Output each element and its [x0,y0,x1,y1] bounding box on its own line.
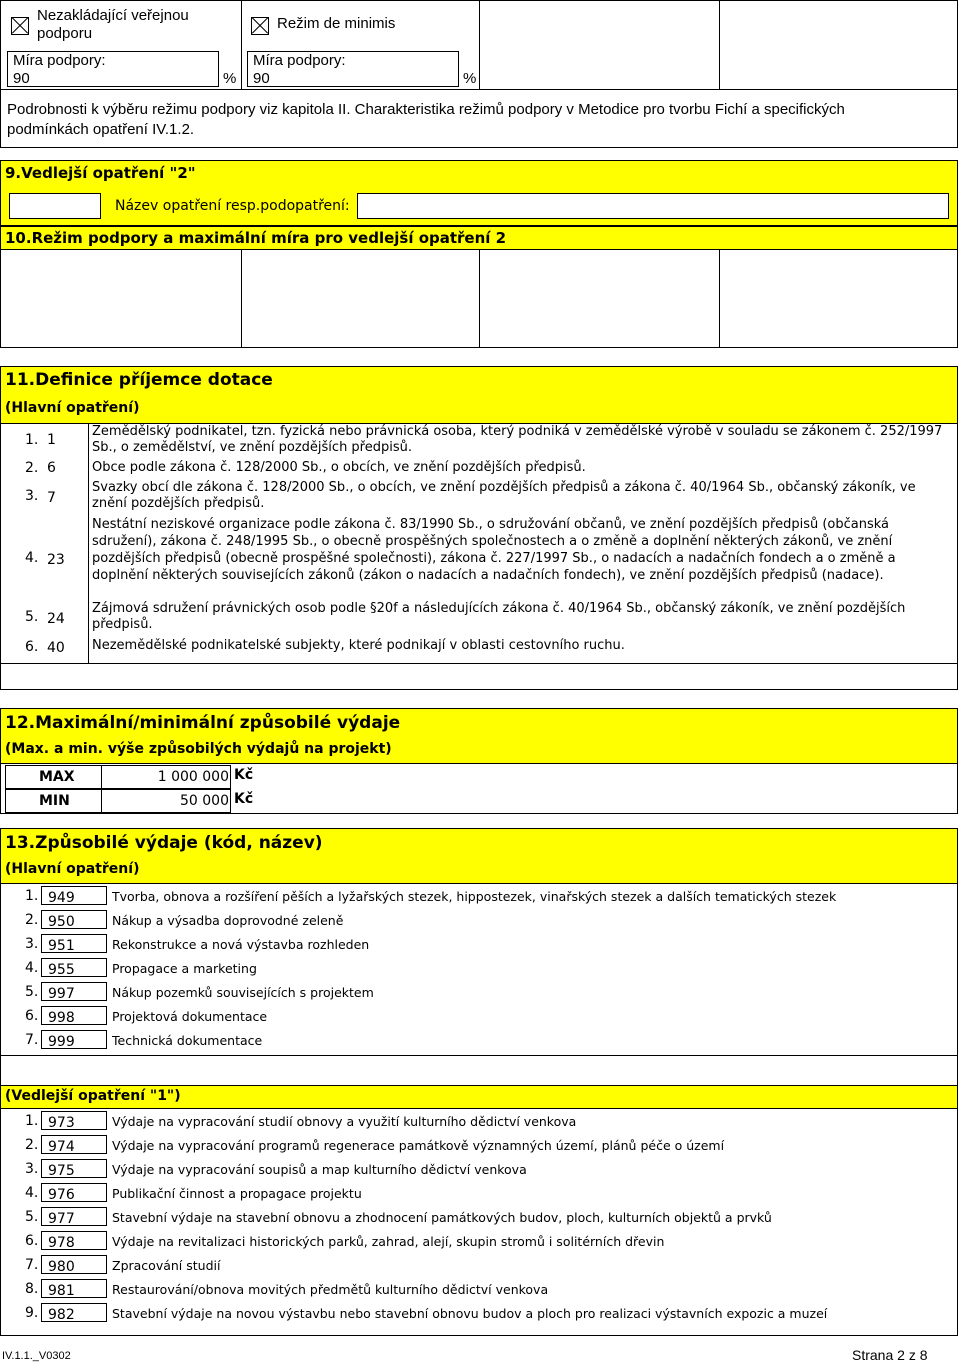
list-item [1,957,957,979]
row-code: 950 [48,914,75,930]
row-code: 975 [48,1163,75,1179]
section10-heading: 10.Režim podpory a maximální míra pro vedlejší opatření 2 [5,229,507,247]
list-item [1,1206,957,1228]
row-code: 980 [48,1259,75,1275]
list-item [1,460,957,478]
list-item [1,1254,957,1276]
row-code: 973 [48,1115,75,1131]
row-code: 999 [48,1034,75,1050]
section10 [0,226,958,348]
row-code: 978 [48,1235,75,1251]
row-text: Nákup a výsadba doprovodné zeleně [112,913,344,928]
non-public-label: Nezakládající veřejnou podporu [37,7,189,42]
row-code: 951 [48,938,75,954]
list-item [1,1278,957,1300]
row-text: Propagace a marketing [112,961,257,976]
section12-heading: 12.Maximální/minimální způsobilé výdaje [5,713,401,733]
row-number: 3. [25,936,39,952]
row-code: 40 [47,640,65,656]
list-item [1,601,957,635]
row-number: 6. [25,1233,39,1249]
list-item [1,1134,957,1156]
row-number: 1. [25,432,39,448]
row-text: Stavební výdaje na stavební obnovu a zhodnocení památkových budov, ploch, kulturních objektů a prvků [112,1210,772,1225]
row-text: Publikační činnost a propagace projektu [112,1186,362,1201]
row-number: 6. [25,639,39,655]
list-item [1,885,957,907]
list-item [1,516,957,600]
row-text: Restaurování/obnova movitých předmětů kulturního dědictví venkova [112,1282,549,1297]
row-text: Tvorba, obnova a rozšíření pěších a lyžařských stezek, hippostezek, vinařských stezek a dalších tematických stezek [112,889,837,904]
row-code: 981 [48,1283,75,1299]
de-minimis-rate-label: Míra podpory: [253,52,346,69]
row-number: 5. [25,984,39,1000]
max-value: 1 000 000 [157,769,229,785]
row-text: Zájmová sdružení právnických osob podle §20f a následujících zákona č. 40/1964 Sb., občanský zákoník, ve znění pozdějších předpisů. [92,601,906,632]
row-text: Stavební výdaje na novou výstavbu nebo stavební obnovu budov a ploch pro realizaci výstavních expozic a muzeí [112,1306,828,1321]
row-text: Výdaje na revitalizaci historických parků, zahrad, alejí, skupin stromů i solitérních dřevin [112,1234,665,1249]
list-item [1,933,957,955]
row-number: 4. [25,960,39,976]
list-item [1,1110,957,1132]
non-public-checkbox[interactable] [11,17,29,35]
row-code: 997 [48,986,75,1002]
list-item [1,1230,957,1252]
row-text: Rekonstrukce a nová výstavba rozhleden [112,937,370,952]
non-public-rate-unit: % [223,70,237,87]
row-number: 7. [25,1032,39,1048]
row-code: 974 [48,1139,75,1155]
row-number: 5. [25,609,39,625]
section13-side-subheading: (Vedlejší opatření "1") [5,1088,181,1104]
section9 [0,160,958,226]
section13 [0,828,958,1336]
section13-main-subheading: (Hlavní opatření) [5,861,140,877]
list-item [1,981,957,1003]
row-number: 8. [25,1281,39,1297]
de-minimis-label: Režim de minimis [277,15,396,32]
row-text: Technická dokumentace [112,1033,263,1048]
non-public-rate-label: Míra podpory: [13,52,106,69]
min-value: 50 000 [180,793,229,809]
footer-doc-code: IV.1.1._V0302 [2,1350,71,1362]
list-item [1,1029,957,1051]
section9-name-label: Název opatření resp.podopatření: [115,198,350,214]
list-item [1,1302,957,1324]
row-code: 977 [48,1211,75,1227]
de-minimis-rate-unit: % [463,70,477,87]
row-number: 3. [25,1161,39,1177]
row-text: Nezemědělské podnikatelské subjekty, které podnikají v oblasti cestovního ruchu. [92,638,625,653]
footer-page-number: Strana 2 z 8 [852,1347,928,1363]
list-item [1,1158,957,1180]
row-number: 7. [25,1257,39,1273]
section9-code-box[interactable] [9,193,101,219]
row-code: 7 [47,490,56,506]
section12-subheading: (Max. a min. výše způsobilých výdajů na projekt) [5,741,392,757]
main-expense-list [1,885,957,1055]
row-code: 1 [47,432,56,448]
section11 [0,366,958,690]
row-code: 998 [48,1010,75,1026]
section12 [0,708,958,814]
section9-heading: 9.Vedlejší opatření "2" [5,164,196,182]
row-text: Nestátní neziskové organizace podle zákona č. 83/1990 Sb., o sdružování občanů, ve znění pozdějších předpisů (občanská sdružení), zákona č. 248/1995 Sb., o obecně prospěšných společnostech a o změně a doplnění některých zákonů, ve znění pozdějších předpisů (obecně prospěšné společnosti), zákona č. 227/1997 Sb., o nadacích a nadačních fondech a o změně a doplnění některých souvisejících zákonů (zákon o nadacích a nadačních fondech), ve znění pozdějších předpisů (nadace). [92,517,896,583]
row-code: 949 [48,890,75,906]
row-code: 23 [47,552,65,568]
section11-heading: 11.Definice příjemce dotace [5,370,273,390]
row-text: Zemědělský podnikatel, tzn. fyzická nebo právnická osoba, který podniká v zemědělské výrobě v souladu se zákonem č. 252/1997 Sb., o zemědělství, ve znění pozdějších předpisů. [92,424,943,455]
row-code: 24 [47,611,65,627]
row-text: Obce podle zákona č. 128/2000 Sb., o obcích, ve znění pozdějších předpisů. [92,460,586,475]
row-text: Projektová dokumentace [112,1009,268,1024]
max-label: MAX [39,769,75,785]
row-number: 4. [25,1185,39,1201]
list-item [1,638,957,660]
row-number: 6. [25,1008,39,1024]
min-label: MIN [39,793,70,809]
de-minimis-rate-value: 90 [253,70,270,87]
row-number: 9. [25,1305,39,1321]
regime-details: Podrobnosti k výběru režimu podpory viz kapitola II. Charakteristika režimů podpory v Metodice pro tvorbu Fichí a specifických podmínkách opatření IV.1.2. [7,101,845,138]
de-minimis-checkbox[interactable] [251,17,269,35]
row-number: 3. [25,488,39,504]
row-text: Nákup pozemků souvisejících s projektem [112,985,374,1000]
row-code: 982 [48,1307,75,1323]
list-item [1,1005,957,1027]
list-item [1,1182,957,1204]
section11-subheading: (Hlavní opatření) [5,400,140,416]
row-number: 1. [25,1113,39,1129]
non-public-rate-value: 90 [13,70,30,87]
row-text: Výdaje na vypracování programů regenerace památkově významných území, plánů péče o území [112,1138,725,1153]
row-number: 1. [25,888,39,904]
max-currency: Kč [234,767,254,783]
row-code: 955 [48,962,75,978]
list-item [1,909,957,931]
row-text: Výdaje na vypracování soupisů a map kulturního dědictví venkova [112,1162,527,1177]
regime-section [0,0,958,148]
row-number: 5. [25,1209,39,1225]
section9-name-field[interactable] [357,193,949,219]
list-item [1,424,957,460]
row-text: Zpracování studií [112,1258,221,1273]
row-text: Výdaje na vypracování studií obnovy a využití kulturního dědictví venkova [112,1114,577,1129]
row-code: 976 [48,1187,75,1203]
list-item [1,480,957,514]
row-code: 6 [47,460,56,476]
min-currency: Kč [234,791,254,807]
side-expense-list [1,1110,957,1330]
row-number: 2. [25,1137,39,1153]
row-text: Svazky obcí dle zákona č. 128/2000 Sb., o obcích, ve znění pozdějších předpisů a zákona č. 40/1964 Sb., občanský zákoník, ve znění pozdějších předpisů. [92,480,916,511]
section13-heading: 13.Způsobilé výdaje (kód, název) [5,833,323,853]
row-number: 4. [25,550,39,566]
row-number: 2. [25,912,39,928]
row-number: 2. [25,460,39,476]
